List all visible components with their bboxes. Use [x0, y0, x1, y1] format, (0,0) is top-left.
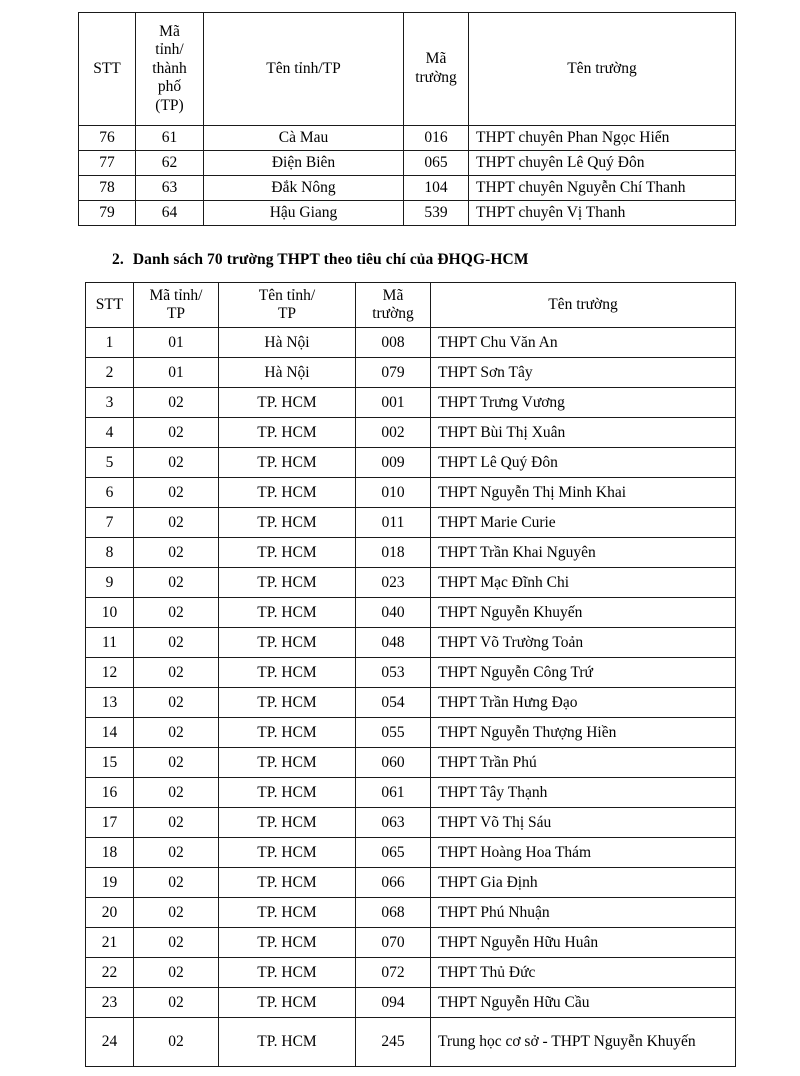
table-row: [79, 126, 736, 151]
cell-province-code: 61: [136, 126, 204, 151]
cell-province-name: TP. HCM: [219, 598, 356, 628]
school-list-table-one: [78, 12, 736, 226]
table-row: [86, 838, 736, 868]
cell-province-name: Cà Mau: [204, 126, 404, 151]
cell-stt: 15: [86, 748, 134, 778]
table-row: [86, 868, 736, 898]
cell-school-name: THPT Nguyễn Thị Minh Khai: [431, 478, 736, 508]
column-header-school-code: [404, 13, 469, 126]
table-row: [86, 598, 736, 628]
column-header-province-code: [134, 283, 219, 328]
cell-province-code: 02: [134, 538, 219, 568]
column-header-school-name: Tên trường: [431, 283, 736, 328]
table-row: [86, 508, 736, 538]
cell-school-code: 063: [356, 808, 431, 838]
table-row: [86, 718, 736, 748]
cell-school-name: THPT Trưng Vương: [431, 388, 736, 418]
table-row: [79, 176, 736, 201]
header-line: trường: [372, 305, 414, 322]
cell-province-code: 02: [134, 958, 219, 988]
cell-stt: 5: [86, 448, 134, 478]
table-row: [79, 201, 736, 226]
table-row: [86, 988, 736, 1018]
cell-school-name: THPT Nguyễn Thượng Hiền: [431, 718, 736, 748]
header-line: tỉnh/: [155, 41, 184, 59]
cell-province-name: TP. HCM: [219, 778, 356, 808]
cell-school-name: THPT Marie Curie: [431, 508, 736, 538]
header-line: TP: [166, 305, 186, 322]
table-two-header-row: [86, 283, 736, 328]
cell-school-name: THPT Bùi Thị Xuân: [431, 418, 736, 448]
table-row: [86, 328, 736, 358]
table-row: [86, 958, 736, 988]
cell-school-name: THPT Trần Hưng Đạo: [431, 688, 736, 718]
cell-province-name: TP. HCM: [219, 448, 356, 478]
cell-province-code: 02: [134, 838, 219, 868]
cell-province-code: 02: [134, 568, 219, 598]
cell-school-name: THPT Mạc Đĩnh Chi: [431, 568, 736, 598]
cell-province-name: TP. HCM: [219, 748, 356, 778]
cell-school-name: THPT Hoàng Hoa Thám: [431, 838, 736, 868]
table-row: [86, 388, 736, 418]
cell-school-code: 018: [356, 538, 431, 568]
cell-stt: 76: [79, 126, 136, 151]
cell-province-name: TP. HCM: [219, 568, 356, 598]
cell-stt: 17: [86, 808, 134, 838]
cell-stt: 12: [86, 658, 134, 688]
section-heading: [112, 251, 529, 269]
cell-province-code: 01: [134, 328, 219, 358]
cell-province-code: 02: [134, 928, 219, 958]
cell-school-code: 053: [356, 658, 431, 688]
cell-school-code: 060: [356, 748, 431, 778]
cell-province-name: TP. HCM: [219, 388, 356, 418]
cell-school-code: 070: [356, 928, 431, 958]
cell-province-code: 63: [136, 176, 204, 201]
cell-stt: 10: [86, 598, 134, 628]
cell-province-name: TP. HCM: [219, 628, 356, 658]
table-row: [86, 358, 736, 388]
cell-stt: 7: [86, 508, 134, 538]
cell-school-name: THPT Nguyễn Khuyến: [431, 598, 736, 628]
header-line: Mã: [382, 287, 404, 305]
column-header-province-code: [136, 13, 204, 126]
cell-school-name: THPT Nguyễn Hữu Cầu: [431, 988, 736, 1018]
school-list-table-two: [85, 282, 736, 1067]
table-one-header-row: [79, 13, 736, 126]
table-row: [86, 898, 736, 928]
cell-school-code: 066: [356, 868, 431, 898]
cell-school-name: THPT Sơn Tây: [431, 358, 736, 388]
table-row: [86, 628, 736, 658]
cell-school-code: 072: [356, 958, 431, 988]
cell-province-name: TP. HCM: [219, 838, 356, 868]
cell-stt: 24: [86, 1018, 134, 1067]
cell-school-code: 023: [356, 568, 431, 598]
cell-stt: 6: [86, 478, 134, 508]
table-row: [86, 568, 736, 598]
cell-stt: 77: [79, 151, 136, 176]
cell-school-name: THPT Lê Quý Đôn: [431, 448, 736, 478]
column-header-province-name: Tên tỉnh/TP: [204, 13, 404, 126]
cell-school-code: 001: [356, 388, 431, 418]
header-line: Tên tỉnh/: [258, 287, 316, 305]
cell-province-name: Điện Biên: [204, 151, 404, 176]
cell-province-name: Đắk Nông: [204, 176, 404, 201]
cell-school-code: 054: [356, 688, 431, 718]
table-row: [86, 478, 736, 508]
school-list-table-one-container: [78, 12, 736, 226]
header-line: thành: [152, 59, 187, 77]
cell-province-code: 02: [134, 478, 219, 508]
cell-province-code: 02: [134, 718, 219, 748]
cell-province-name: TP. HCM: [219, 868, 356, 898]
cell-school-code: 065: [356, 838, 431, 868]
cell-school-name: THPT chuyên Lê Quý Đôn: [469, 151, 736, 176]
cell-province-code: 02: [134, 988, 219, 1018]
header-line: phố: [157, 78, 182, 96]
cell-school-code: 068: [356, 898, 431, 928]
cell-province-code: 02: [134, 508, 219, 538]
table-row: [86, 688, 736, 718]
column-header-school-code: [356, 283, 431, 328]
cell-school-code: 011: [356, 508, 431, 538]
table-two-header: [86, 283, 736, 328]
section-heading-text: Danh sách 70 trường THPT theo tiêu chí của ĐHQG-HCM: [132, 251, 529, 268]
cell-school-code: 048: [356, 628, 431, 658]
table-two-body: [86, 328, 736, 1067]
cell-school-name: THPT Võ Trường Toản: [431, 628, 736, 658]
table-row: [86, 658, 736, 688]
table-row: [86, 448, 736, 478]
cell-school-name: THPT Phú Nhuận: [431, 898, 736, 928]
cell-stt: 3: [86, 388, 134, 418]
cell-province-code: 01: [134, 358, 219, 388]
cell-province-name: Hậu Giang: [204, 201, 404, 226]
cell-province-code: 02: [134, 688, 219, 718]
cell-stt: 23: [86, 988, 134, 1018]
cell-school-code: 040: [356, 598, 431, 628]
cell-province-name: TP. HCM: [219, 898, 356, 928]
cell-school-code: 245: [356, 1018, 431, 1067]
cell-province-name: TP. HCM: [219, 478, 356, 508]
cell-school-name: THPT Trần Phú: [431, 748, 736, 778]
cell-province-name: TP. HCM: [219, 688, 356, 718]
cell-stt: 19: [86, 868, 134, 898]
header-line: TP: [277, 305, 297, 322]
header-line: (TP): [155, 96, 184, 114]
column-header-stt: STT: [86, 283, 134, 328]
cell-province-name: TP. HCM: [219, 988, 356, 1018]
cell-province-name: TP. HCM: [219, 808, 356, 838]
table-row: [79, 151, 736, 176]
cell-stt: 18: [86, 838, 134, 868]
table-row: [86, 538, 736, 568]
cell-province-code: 02: [134, 628, 219, 658]
cell-stt: 20: [86, 898, 134, 928]
cell-province-name: TP. HCM: [219, 958, 356, 988]
cell-province-code: 02: [134, 448, 219, 478]
cell-school-code: 079: [356, 358, 431, 388]
cell-school-name: THPT chuyên Vị Thanh: [469, 201, 736, 226]
cell-stt: 9: [86, 568, 134, 598]
cell-stt: 1: [86, 328, 134, 358]
cell-school-code: 065: [404, 151, 469, 176]
cell-stt: 21: [86, 928, 134, 958]
cell-school-name: Trung học cơ sở - THPT Nguyễn Khuyến: [431, 1018, 736, 1067]
cell-stt: 79: [79, 201, 136, 226]
cell-school-code: 010: [356, 478, 431, 508]
cell-school-code: 061: [356, 778, 431, 808]
cell-province-code: 64: [136, 201, 204, 226]
table-row: [86, 418, 736, 448]
cell-stt: 78: [79, 176, 136, 201]
table-row: [86, 1018, 736, 1067]
cell-province-code: 02: [134, 808, 219, 838]
table-row: [86, 928, 736, 958]
cell-stt: 13: [86, 688, 134, 718]
cell-province-name: TP. HCM: [219, 538, 356, 568]
cell-school-name: THPT chuyên Phan Ngọc Hiển: [469, 126, 736, 151]
cell-school-name: THPT Nguyễn Hữu Huân: [431, 928, 736, 958]
column-header-school-name: Tên trường: [469, 13, 736, 126]
cell-school-code: 055: [356, 718, 431, 748]
cell-province-code: 62: [136, 151, 204, 176]
cell-school-name: THPT chuyên Nguyễn Chí Thanh: [469, 176, 736, 201]
cell-school-name: THPT Nguyễn Công Trứ: [431, 658, 736, 688]
cell-province-code: 02: [134, 658, 219, 688]
table-row: [86, 778, 736, 808]
cell-province-code: 02: [134, 748, 219, 778]
cell-school-code: 094: [356, 988, 431, 1018]
cell-school-name: THPT Chu Văn An: [431, 328, 736, 358]
school-list-table-two-container: [85, 282, 736, 1067]
cell-province-code: 02: [134, 598, 219, 628]
section-heading-number: 2.: [112, 251, 124, 268]
cell-school-code: 016: [404, 126, 469, 151]
table-row: [86, 748, 736, 778]
cell-stt: 14: [86, 718, 134, 748]
column-header-stt: STT: [79, 13, 136, 126]
cell-school-code: 539: [404, 201, 469, 226]
cell-province-code: 02: [134, 898, 219, 928]
cell-school-code: 008: [356, 328, 431, 358]
header-line: trường: [415, 69, 457, 86]
cell-stt: 8: [86, 538, 134, 568]
cell-school-code: 104: [404, 176, 469, 201]
table-one-header: [79, 13, 736, 126]
cell-stt: 11: [86, 628, 134, 658]
cell-province-code: 02: [134, 418, 219, 448]
header-line: Mã tỉnh/: [149, 287, 203, 305]
cell-province-name: TP. HCM: [219, 658, 356, 688]
header-line: Mã: [159, 22, 180, 40]
cell-province-name: TP. HCM: [219, 928, 356, 958]
cell-province-code: 02: [134, 778, 219, 808]
cell-school-name: THPT Tây Thạnh: [431, 778, 736, 808]
cell-school-name: THPT Võ Thị Sáu: [431, 808, 736, 838]
cell-stt: 16: [86, 778, 134, 808]
cell-stt: 22: [86, 958, 134, 988]
table-row: [86, 808, 736, 838]
cell-province-name: TP. HCM: [219, 508, 356, 538]
cell-school-name: THPT Gia Định: [431, 868, 736, 898]
cell-province-code: 02: [134, 868, 219, 898]
cell-school-code: 009: [356, 448, 431, 478]
cell-school-name: THPT Trần Khai Nguyên: [431, 538, 736, 568]
column-header-province-name: [219, 283, 356, 328]
cell-stt: 4: [86, 418, 134, 448]
cell-province-name: TP. HCM: [219, 1018, 356, 1067]
cell-province-name: TP. HCM: [219, 718, 356, 748]
cell-province-code: 02: [134, 1018, 219, 1067]
cell-school-code: 002: [356, 418, 431, 448]
header-line: Mã: [425, 50, 447, 68]
cell-province-name: TP. HCM: [219, 418, 356, 448]
cell-province-code: 02: [134, 388, 219, 418]
cell-province-name: Hà Nội: [219, 358, 356, 388]
cell-province-name: Hà Nội: [219, 328, 356, 358]
table-one-body: [79, 126, 736, 226]
cell-stt: 2: [86, 358, 134, 388]
cell-school-name: THPT Thủ Đức: [431, 958, 736, 988]
